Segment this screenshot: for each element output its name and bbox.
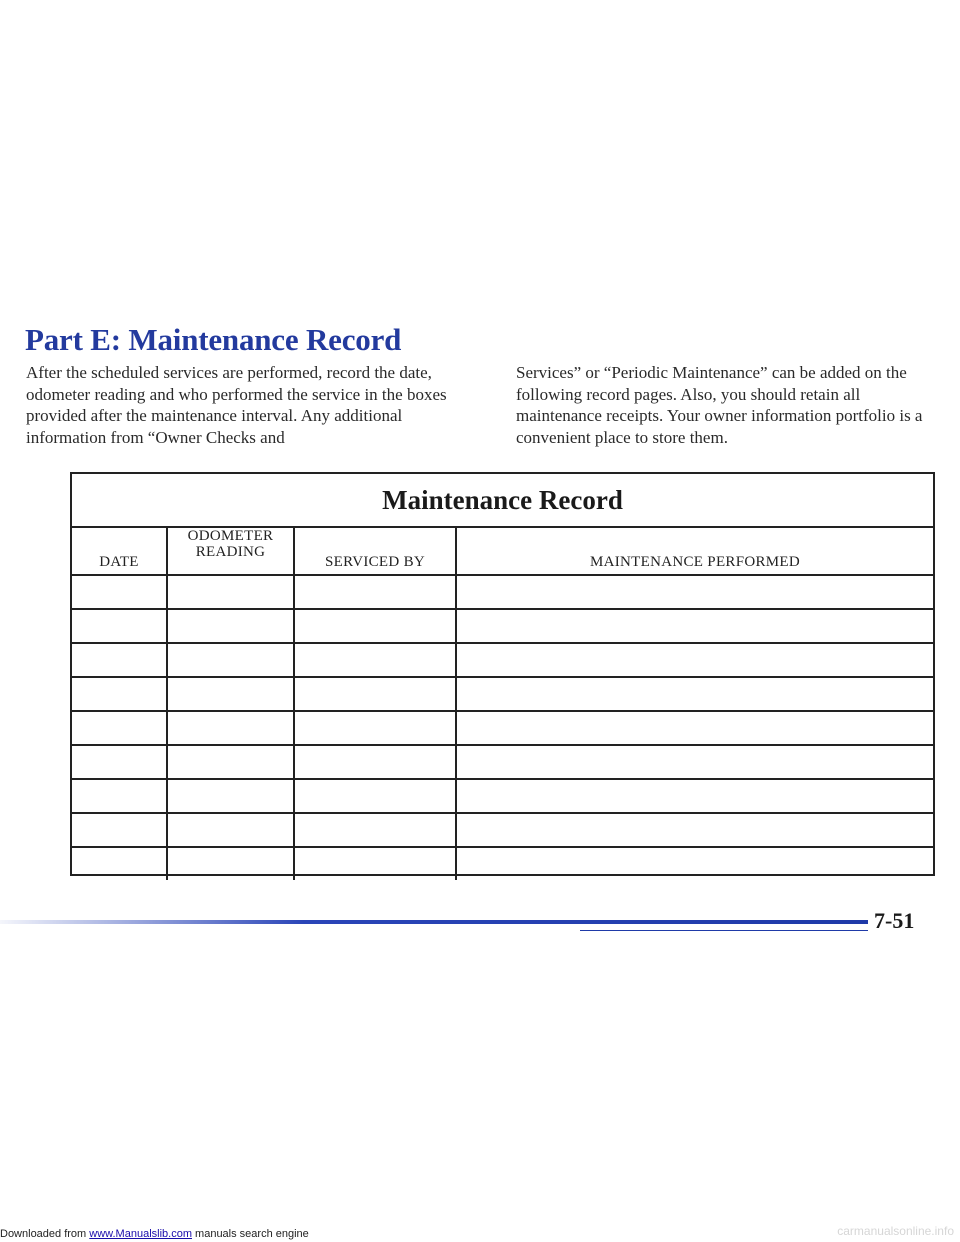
intro-paragraph-left: After the scheduled services are performed, record the date, odometer reading and who performed the service in the boxes provided after the maintenance interval. Any additional information from “Owner Checks and <box>26 363 447 447</box>
cell-maintenance <box>456 643 933 677</box>
cell-odometer <box>167 711 294 745</box>
cell-maintenance <box>456 779 933 813</box>
table-row <box>72 779 933 813</box>
maintenance-record-form <box>70 472 935 876</box>
cell-maintenance <box>456 575 933 609</box>
cell-date <box>72 643 167 677</box>
cell-date <box>72 813 167 847</box>
table-row <box>72 711 933 745</box>
column-header-odometer-line2: READING <box>195 544 266 560</box>
cell-serviced-by <box>294 745 456 779</box>
column-header-odometer-line1: ODOMETER <box>187 528 274 544</box>
cell-odometer <box>167 677 294 711</box>
table-row <box>72 643 933 677</box>
cell-maintenance <box>456 711 933 745</box>
column-header-maintenance-performed: MAINTENANCE PERFORMED <box>456 526 933 575</box>
column-header-serviced-by: SERVICED BY <box>294 526 456 575</box>
cell-maintenance <box>456 677 933 711</box>
table-row <box>72 745 933 779</box>
cell-odometer <box>167 847 294 880</box>
table-row <box>72 847 933 880</box>
table-row <box>72 677 933 711</box>
cell-serviced-by <box>294 575 456 609</box>
cell-odometer <box>167 813 294 847</box>
cell-date <box>72 575 167 609</box>
cell-odometer <box>167 575 294 609</box>
header-row <box>72 526 933 575</box>
table-row <box>72 609 933 643</box>
cell-date <box>72 779 167 813</box>
cell-date <box>72 677 167 711</box>
intro-paragraph-right: Services” or “Periodic Maintenance” can be added on the following record pages. Also, you should retain all maintenance receipts. Your owner information portfolio is a convenient place to store them. <box>516 363 923 447</box>
column-header-date: DATE <box>72 526 167 575</box>
manualslib-link[interactable]: www.Manualslib.com <box>89 1228 192 1240</box>
cell-serviced-by <box>294 677 456 711</box>
credit-prefix: Downloaded from <box>0 1228 90 1240</box>
cell-maintenance <box>456 609 933 643</box>
download-credit <box>0 1228 309 1240</box>
cell-serviced-by <box>294 779 456 813</box>
cell-maintenance <box>456 847 933 880</box>
footer-rule <box>0 920 868 924</box>
cell-serviced-by <box>294 711 456 745</box>
cell-date <box>72 609 167 643</box>
column-header-odometer <box>167 526 294 575</box>
record-title: Maintenance Record <box>72 474 933 528</box>
page-title: Part E: Maintenance Record <box>25 322 402 357</box>
cell-odometer <box>167 643 294 677</box>
cell-date <box>72 745 167 779</box>
cell-maintenance <box>456 745 933 779</box>
cell-serviced-by <box>294 643 456 677</box>
page-number: 7-51 <box>874 908 915 933</box>
cell-serviced-by <box>294 609 456 643</box>
credit-suffix: manuals search engine <box>191 1228 309 1240</box>
cell-serviced-by <box>294 847 456 880</box>
cell-date <box>72 711 167 745</box>
cell-date <box>72 847 167 880</box>
cell-maintenance <box>456 813 933 847</box>
table-row <box>72 575 933 609</box>
maintenance-record-table <box>72 526 933 880</box>
record-rows <box>72 575 933 880</box>
cell-odometer <box>167 745 294 779</box>
watermark: carmanualsonline.info <box>837 1224 954 1238</box>
footer-rule-thin <box>580 930 868 931</box>
cell-odometer <box>167 779 294 813</box>
table-row <box>72 813 933 847</box>
cell-odometer <box>167 609 294 643</box>
cell-serviced-by <box>294 813 456 847</box>
